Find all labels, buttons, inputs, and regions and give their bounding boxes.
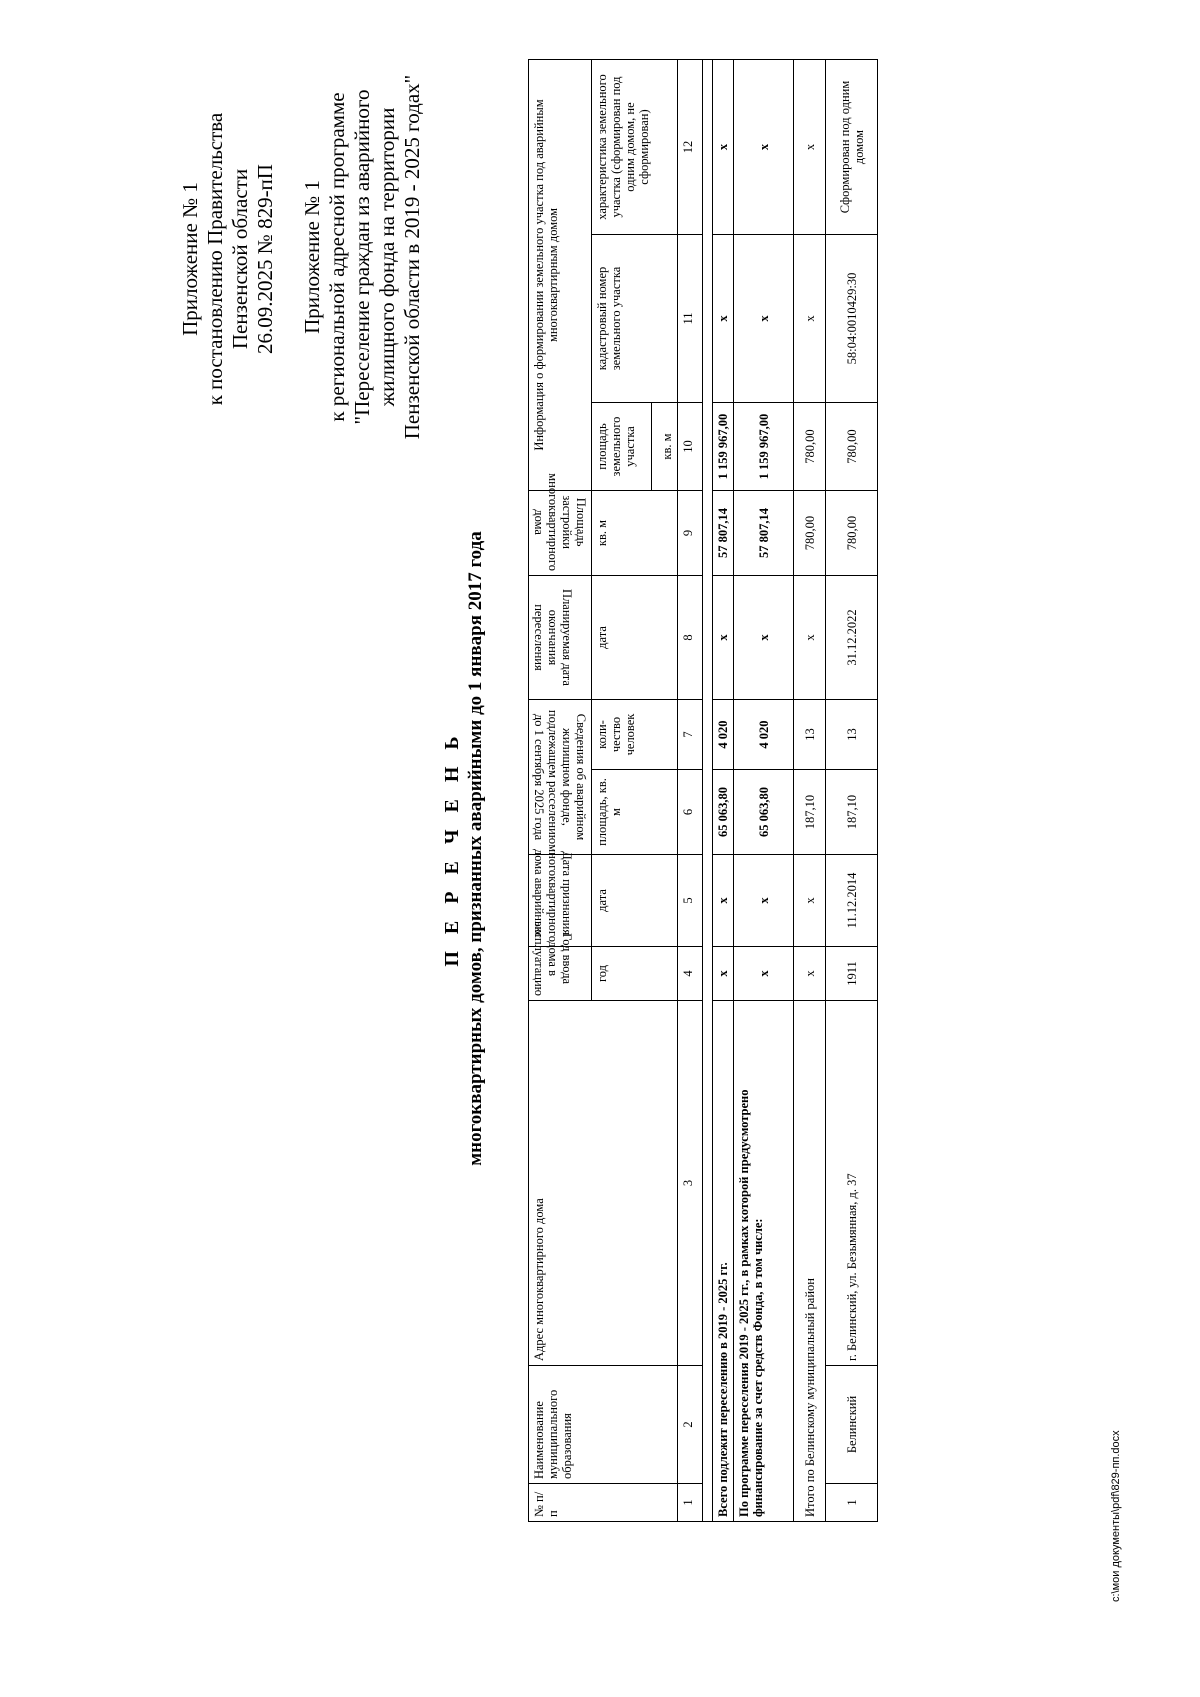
header-building-group: Площадь застройки многоквартирного дома: [529, 491, 592, 576]
row-address: г. Белинский, ул. Безымянная, д. 37: [826, 1001, 878, 1366]
row-cadastral: 58:04:0010429:30: [826, 235, 878, 403]
column-numbers-row: [678, 60, 703, 1522]
footer-file-path: c:\мои документы\pdf\829-пп.docx: [1110, 1430, 1122, 1602]
district-area: 187,10: [794, 770, 826, 855]
program-planned: х: [734, 576, 794, 700]
header-row-1: [529, 60, 592, 1522]
column-number: 6: [678, 770, 703, 855]
header-people: коли-чество человек: [592, 700, 678, 770]
district-date: х: [794, 855, 826, 947]
row-characteristic: Сформирован под одним домом: [826, 60, 878, 235]
appendix-line: жилищного фонда на территории: [375, 107, 399, 407]
appendix-line: Пензенской области: [228, 168, 252, 350]
column-number: 9: [678, 491, 703, 576]
program-row: [734, 60, 794, 1522]
buildings-table: [528, 59, 878, 1522]
district-cadastral: х: [794, 235, 826, 403]
total-planned: х: [713, 576, 734, 700]
total-building: 57 807,14: [713, 491, 734, 576]
total-people: 4 020: [713, 700, 734, 770]
table-row: [826, 60, 878, 1522]
document-title: [440, 0, 487, 1697]
header-emergency-group: Дата признания многоквартирного дома аварийным: [529, 855, 592, 947]
program-year: х: [734, 947, 794, 1001]
row-area: 187,10: [826, 770, 878, 855]
program-date: х: [734, 855, 794, 947]
column-number: 4: [678, 947, 703, 1001]
column-number: 11: [678, 235, 703, 403]
program-characteristic: х: [734, 60, 794, 235]
column-number: 5: [678, 855, 703, 947]
district-building: 780,00: [794, 491, 826, 576]
header-area: площадь, кв. м: [592, 770, 678, 855]
header-planned-group: Планируемая дата окончания переселения: [529, 576, 592, 700]
total-date: х: [713, 855, 734, 947]
total-year: х: [713, 947, 734, 1001]
header-emergency-date: дата: [592, 855, 678, 947]
program-people: 4 020: [734, 700, 794, 770]
total-area: 65 063,80: [713, 770, 734, 855]
header-cadastral: кадастровый номер земельного участка: [592, 235, 678, 403]
column-number: 8: [678, 576, 703, 700]
header-municipality: Наименование муниципального образования: [529, 1366, 678, 1484]
appendix-header-resolution: [178, 109, 278, 409]
header-planned-date: дата: [592, 576, 678, 700]
column-number: 12: [678, 60, 703, 235]
program-cadastral: х: [734, 235, 794, 403]
header-info-group: Сведения об аварийном жилищном фонде, подлежащем расселению до 1 сентября 2025 года: [529, 700, 592, 855]
district-label: Итого по Белинскому муниципальный район: [794, 1001, 826, 1522]
district-characteristic: х: [794, 60, 826, 235]
column-number: 1: [678, 1484, 703, 1522]
title-main: П Е Р Е Ч Е Н Ь: [441, 730, 463, 967]
row-municipality: Белинский: [826, 1366, 878, 1484]
header-year-group: Год ввода дома в эксплуатацию: [529, 947, 592, 1001]
column-number: 10: [678, 403, 703, 491]
district-row: [794, 60, 826, 1522]
total-label: Всего подлежит переселению в 2019 - 2025 гг.: [713, 1001, 734, 1522]
appendix-line: Приложение № 1: [178, 182, 202, 336]
header-year: год: [592, 947, 678, 1001]
header-address: Адрес многоквартирного дома: [529, 1001, 678, 1366]
program-building: 57 807,14: [734, 491, 794, 576]
header-land-unit: кв. м: [651, 403, 674, 490]
appendix-line: Пензенской области в 2019 - 2025 годах": [400, 74, 424, 440]
row-planned: 31.12.2022: [826, 576, 878, 700]
total-characteristic: х: [713, 60, 734, 235]
appendix-line: Приложение № 1: [300, 180, 324, 334]
row-building: 780,00: [826, 491, 878, 576]
appendix-line: "Переселение граждан из аварийного: [350, 89, 374, 425]
program-label: По программе переселения 2019 - 2025 гг., в рамках которой предусмотрено финансирование за счет средств Фонда, в том числе:: [734, 1001, 794, 1522]
header-building-unit: кв. м: [592, 491, 678, 576]
separator-row: [703, 60, 713, 1522]
district-planned: х: [794, 576, 826, 700]
row-date: 11.12.2014: [826, 855, 878, 947]
total-land: 1 159 967,00: [713, 403, 734, 491]
row-people: 13: [826, 700, 878, 770]
row-year: 1911: [826, 947, 878, 1001]
column-number: 2: [678, 1366, 703, 1484]
row-num: 1: [826, 1484, 878, 1522]
total-row: [713, 60, 734, 1522]
header-characteristic: характеристика земельного участка (сформирован под одним домом, не сформирован): [592, 60, 678, 235]
program-land: 1 159 967,00: [734, 403, 794, 491]
district-people: 13: [794, 700, 826, 770]
header-land-area-label: площадь земельного участка: [595, 416, 637, 477]
district-year: х: [794, 947, 826, 1001]
header-num: № п/п: [529, 1484, 678, 1522]
total-cadastral: х: [713, 235, 734, 403]
appendix-header-program: [300, 0, 425, 517]
column-number: 7: [678, 700, 703, 770]
row-land: 780,00: [826, 403, 878, 491]
column-number: 3: [678, 1001, 703, 1366]
title-subtitle: многоквартирных домов, признанных аварийными до 1 января 2017 года: [465, 531, 486, 1166]
header-land-area: [592, 403, 678, 491]
appendix-line: 26.09.2025 № 829-пП: [253, 164, 277, 354]
appendix-line: к постановлению Правительства: [203, 112, 227, 406]
district-land: 780,00: [794, 403, 826, 491]
header-land-group: Информация о формировании земельного участка под аварийным многоквартирным домом: [529, 60, 592, 491]
appendix-line: к региональной адресной программе: [325, 92, 349, 422]
program-area: 65 063,80: [734, 770, 794, 855]
